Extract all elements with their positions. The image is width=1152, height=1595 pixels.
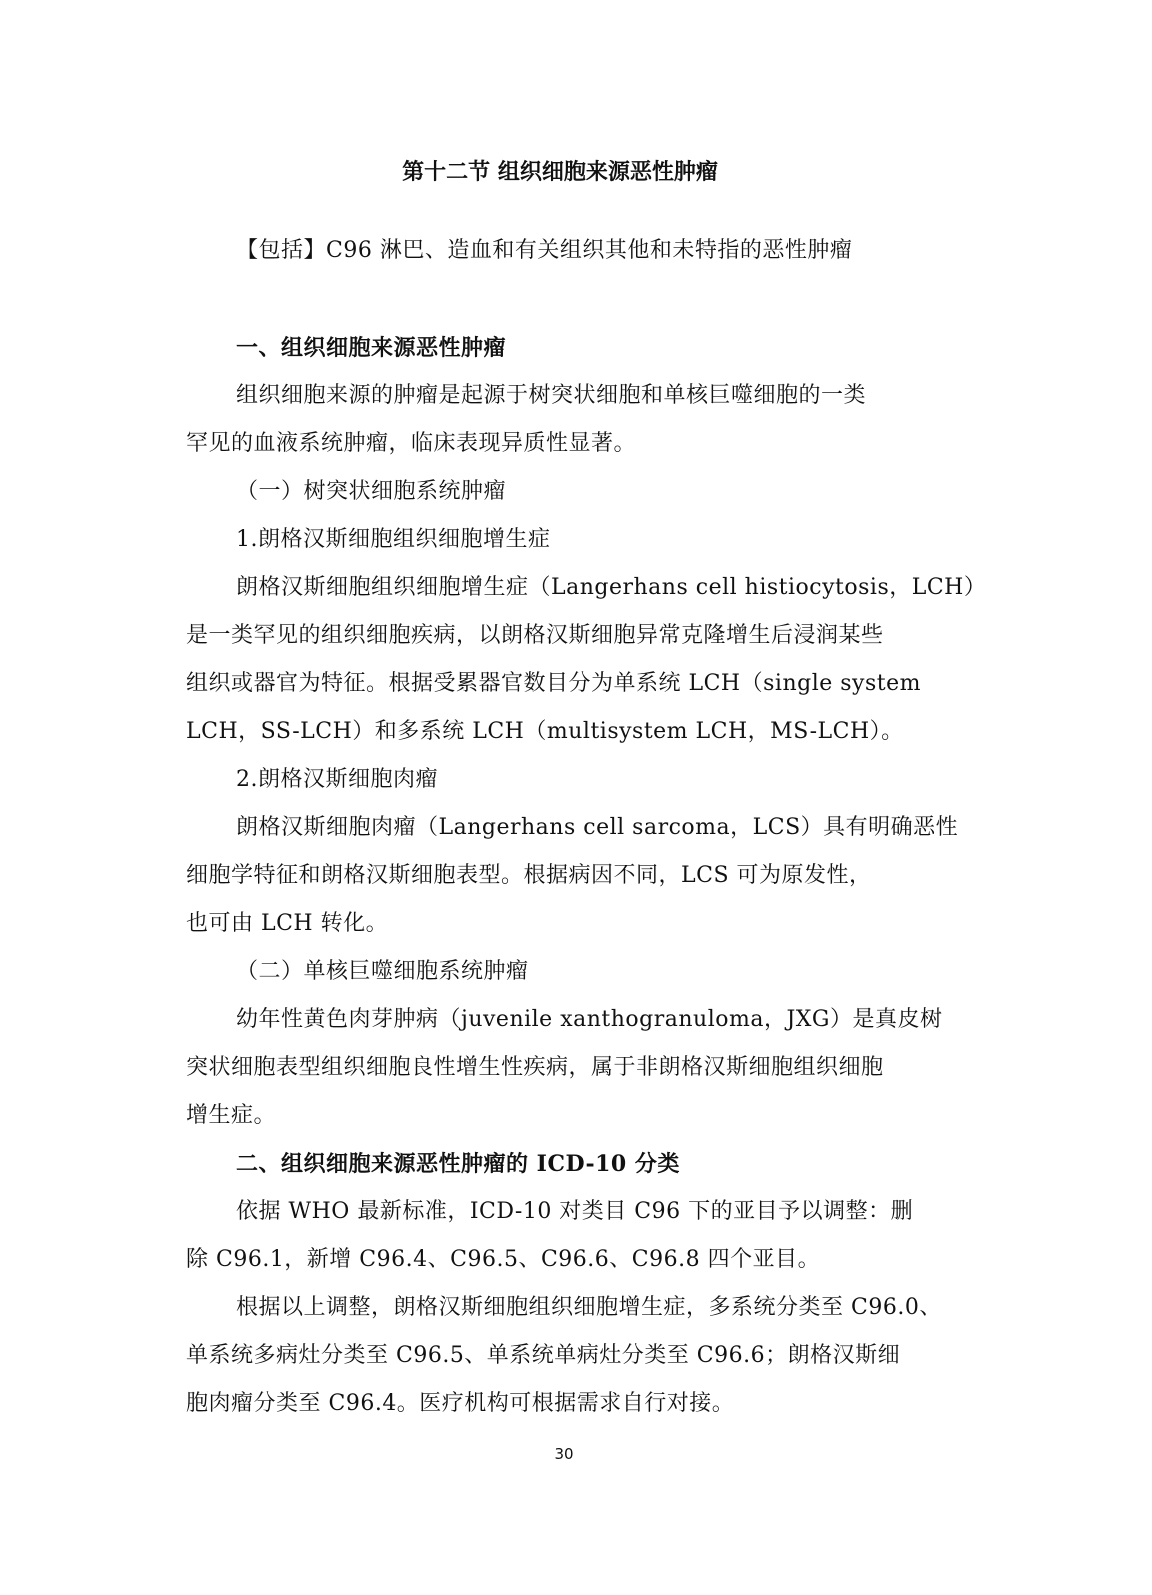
section2-para2-line: 根据以上调整，朗格汉斯细胞组织细胞增生症，多系统分类至 C96.0、 [236, 1295, 942, 1320]
item2-body-line: 也可由 LCH 转化。 [186, 911, 389, 936]
item1-heading: 1.朗格汉斯细胞组织细胞增生症 [236, 527, 551, 552]
subsection2-heading: （二）单核巨噬细胞系统肿瘤 [236, 959, 529, 984]
section1-heading: 一、组织细胞来源恶性肿瘤 [236, 335, 507, 361]
item1-body-line: 是一类罕见的组织细胞疾病，以朗格汉斯细胞异常克隆增生后浸润某些 [186, 623, 884, 648]
section2-heading: 二、组织细胞来源恶性肿瘤的 ICD-10 分类 [236, 1151, 680, 1177]
section2-para2-line: 单系统多病灶分类至 C96.5、单系统单病灶分类至 C96.6；朗格汉斯细 [186, 1343, 901, 1368]
section-title: 第十二节 组织细胞来源恶性肿瘤 [402, 159, 718, 185]
section1-intro-line: 组织细胞来源的肿瘤是起源于树突状细胞和单核巨噬细胞的一类 [236, 383, 867, 408]
subsection2-body-line: 增生症。 [186, 1103, 277, 1128]
section2-para2-line: 胞肉瘤分类至 C96.4。医疗机构可根据需求自行对接。 [186, 1391, 735, 1416]
item1-body-line: LCH，SS-LCH）和多系统 LCH（multisystem LCH，MS-LCH）。 [186, 719, 904, 744]
page-number: 30 [554, 1445, 574, 1463]
item2-body-line: 朗格汉斯细胞肉瘤（Langerhans cell sarcoma，LCS）具有明确恶性 [236, 815, 959, 840]
subsection1-heading: （一）树突状细胞系统肿瘤 [236, 479, 507, 504]
section2-para1-line: 除 C96.1，新增 C96.4、C96.5、C96.6、C96.8 四个亚目。 [186, 1247, 821, 1272]
subsection2-body-line: 突状细胞表型组织细胞良性增生性疾病，属于非朗格汉斯细胞组织细胞 [186, 1055, 884, 1080]
item2-heading: 2.朗格汉斯细胞肉瘤 [236, 767, 438, 792]
item1-body-line: 组织或器官为特征。根据受累器官数目分为单系统 LCH（single system [186, 671, 921, 696]
item1-body-line: 朗格汉斯细胞组织细胞增生症（Langerhans cell histiocytosis，LCH） [236, 575, 987, 600]
section1-intro-line: 罕见的血液系统肿瘤，临床表现异质性显著。 [186, 431, 637, 456]
item2-body-line: 细胞学特征和朗格汉斯细胞表型。根据病因不同，LCS 可为原发性， [186, 863, 872, 888]
subsection2-body-line: 幼年性黄色肉芽肿病（juvenile xanthogranuloma，JXG）是真皮树 [236, 1007, 943, 1032]
section2-para1-line: 依据 WHO 最新标准，ICD-10 对类目 C96 下的亚目予以调整：删 [236, 1199, 914, 1224]
includes-line: 【包括】C96 淋巴、造血和有关组织其他和未特指的恶性肿瘤 [236, 238, 853, 263]
